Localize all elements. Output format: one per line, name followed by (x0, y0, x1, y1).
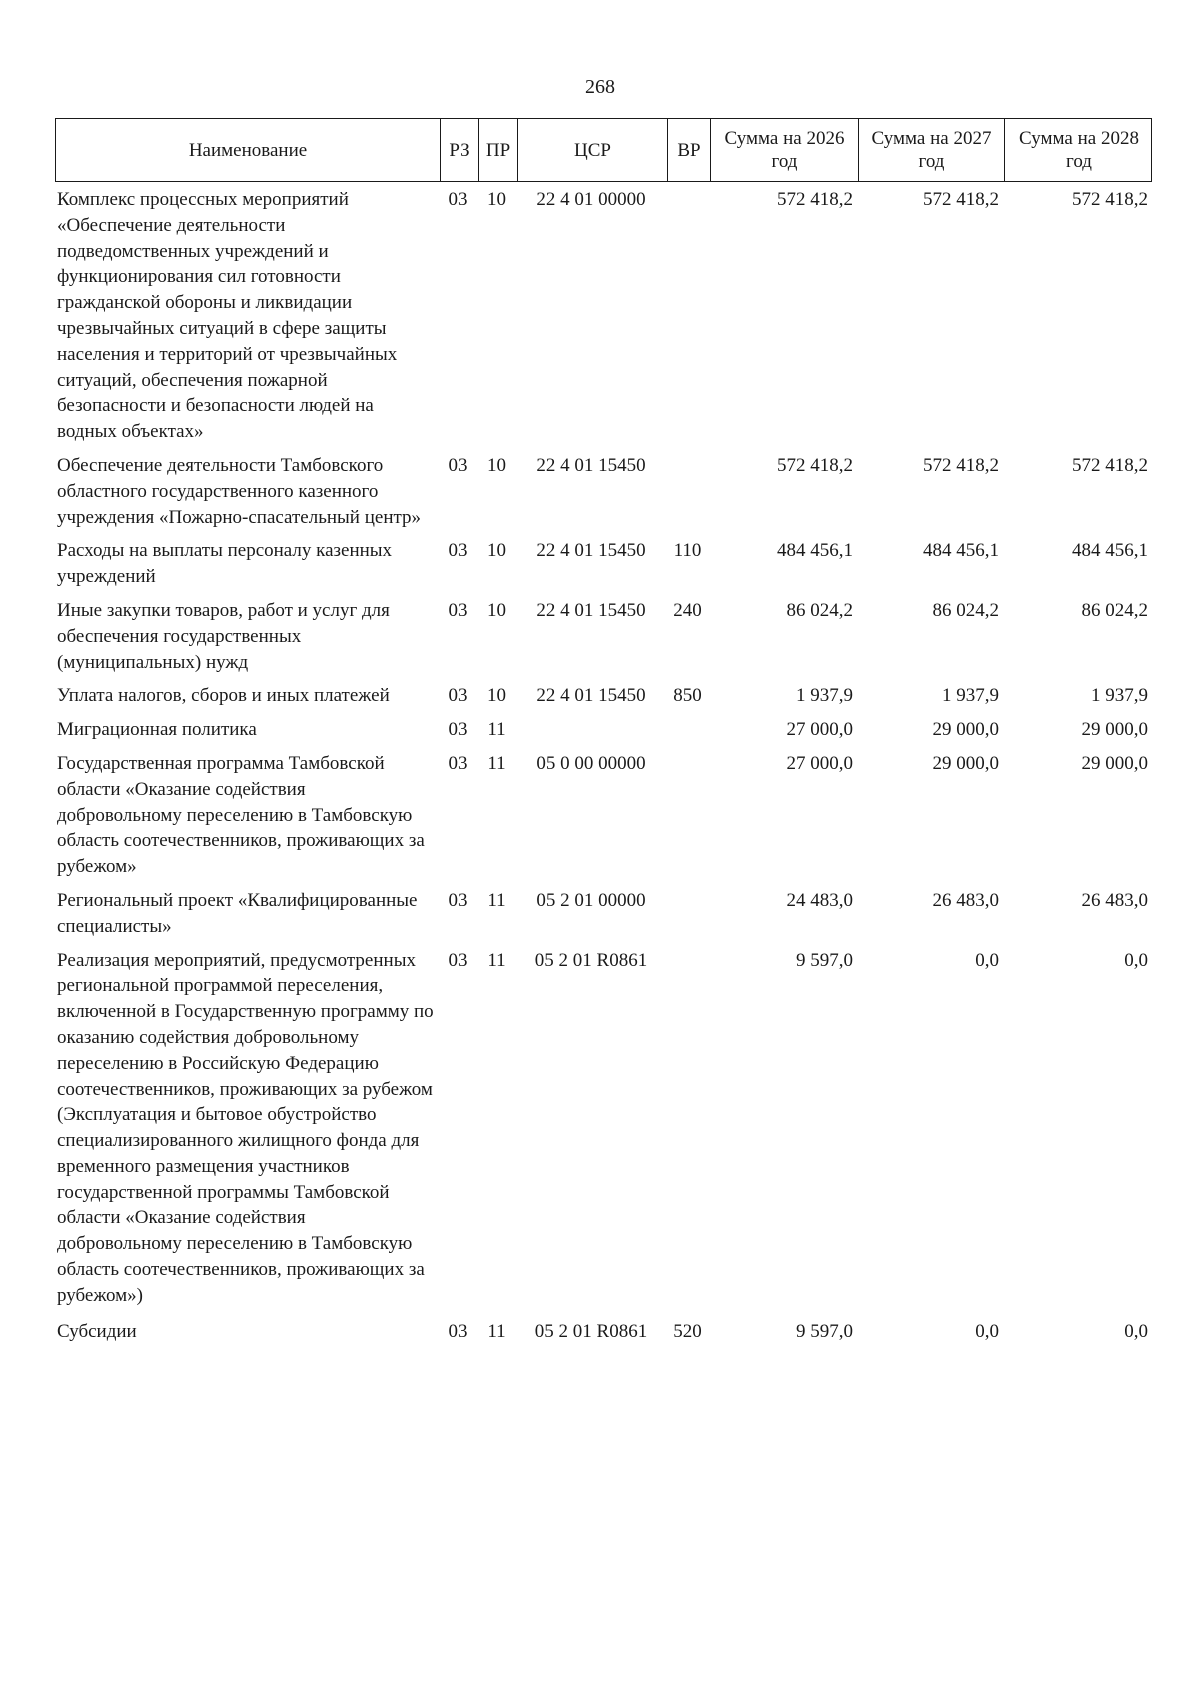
header-csr: ЦСР (517, 119, 667, 181)
row-vr: 110 (673, 540, 702, 562)
row-sum-2028: 1 937,9 (1091, 685, 1148, 707)
row-sum-2027: 29 000,0 (932, 752, 999, 774)
row-sum-2027: 26 483,0 (932, 889, 999, 911)
row-name: Уплата налогов, сборов и иных платежей (57, 685, 390, 707)
row-rz: 03 (448, 752, 468, 774)
row-pr: 11 (487, 719, 506, 741)
row-pr: 10 (487, 685, 506, 707)
row-rz: 03 (448, 599, 468, 621)
row-rz: 03 (448, 685, 468, 707)
header-rz: РЗ (440, 119, 478, 181)
row-name: Комплекс процессных мероприятий «Обеспечение деятельности подведомственных учреждений и функционирования сил готовности гражданской обороны и ликвидации чрезвычайных ситуаций в сфере защиты населения и территорий от чрезвычайных ситуаций, обеспечения пожарной безопасности и безопасности людей на водных объектах» (57, 189, 398, 443)
table-row (55, 185, 1152, 445)
row-name: Обеспечение деятельности Тамбовского областного государственного казенного учреждения «Пожарно-спасательный центр» (57, 454, 422, 528)
row-csr: 22 4 01 15450 (536, 540, 646, 562)
row-sum-2028: 0,0 (1124, 1320, 1148, 1342)
row-vr: 240 (673, 599, 702, 621)
row-csr: 05 2 01 R0861 (534, 949, 648, 971)
table-row (55, 749, 1152, 880)
row-sum-2026: 27 000,0 (786, 752, 853, 774)
row-sum-2026: 27 000,0 (786, 719, 853, 741)
row-csr: 22 4 01 15450 (536, 685, 646, 707)
row-sum-2027: 0,0 (975, 1320, 999, 1342)
row-sum-2027: 572 418,2 (923, 189, 999, 210)
row-sum-2026: 9 597,0 (796, 1320, 853, 1342)
row-sum-2028: 572 418,2 (1072, 189, 1148, 210)
row-rz: 03 (448, 454, 468, 476)
row-vr (666, 749, 709, 880)
header-name: Наименование (188, 139, 308, 161)
row-pr: 10 (487, 189, 506, 210)
row-vr: 850 (673, 685, 702, 707)
row-sum-2026: 9 597,0 (796, 949, 853, 971)
table-row (55, 946, 1152, 1309)
row-pr: 11 (487, 1320, 506, 1342)
row-csr: 05 2 01 R0861 (534, 1320, 648, 1342)
table-row (55, 886, 1152, 940)
row-vr (666, 451, 709, 530)
row-sum-2028: 29 000,0 (1081, 752, 1148, 774)
row-name: Региональный проект «Квалифицированные специалисты» (57, 889, 418, 937)
row-csr: 05 2 01 00000 (536, 889, 646, 911)
row-vr (666, 886, 709, 940)
row-sum-2027: 484 456,1 (923, 540, 999, 562)
row-sum-2026: 484 456,1 (777, 540, 853, 562)
row-csr: 22 4 01 15450 (536, 454, 646, 476)
table-header (55, 118, 1152, 182)
row-vr (666, 185, 709, 445)
row-sum-2028: 86 024,2 (1081, 599, 1148, 621)
row-sum-2027: 86 024,2 (932, 599, 999, 621)
row-sum-2027: 1 937,9 (942, 685, 999, 707)
row-rz: 03 (448, 949, 468, 971)
header-vr: ВР (667, 119, 710, 181)
row-sum-2028: 484 456,1 (1072, 540, 1148, 562)
row-sum-2026: 572 418,2 (777, 189, 853, 210)
row-sum-2027: 572 418,2 (923, 454, 999, 476)
table-row (55, 451, 1152, 530)
table-row (55, 681, 1152, 709)
row-pr: 11 (487, 889, 506, 911)
row-name: Миграционная политика (57, 719, 257, 741)
row-sum-2028: 26 483,0 (1081, 889, 1148, 911)
table-body (55, 185, 1152, 1344)
row-rz: 03 (448, 1320, 468, 1342)
row-sum-2028: 0,0 (1124, 949, 1148, 971)
row-sum-2026: 86 024,2 (786, 599, 853, 621)
header-sum-2028: Сумма на 2028 год (1004, 119, 1153, 181)
row-sum-2028: 572 418,2 (1072, 454, 1148, 476)
row-sum-2026: 572 418,2 (777, 454, 853, 476)
row-rz: 03 (448, 189, 468, 210)
row-name: Субсидии (57, 1320, 137, 1342)
row-pr: 11 (487, 949, 506, 971)
row-csr: 05 0 00 00000 (536, 752, 646, 774)
row-sum-2027: 29 000,0 (932, 719, 999, 741)
row-sum-2026: 1 937,9 (796, 685, 853, 707)
row-pr: 10 (487, 454, 506, 476)
row-name: Государственная программа Тамбовской области «Оказание содействия добровольному переселению в Тамбовскую область соотечественников, проживающих за рубежом» (57, 752, 425, 878)
row-sum-2028: 29 000,0 (1081, 719, 1148, 741)
row-name: Расходы на выплаты персоналу казенных учреждений (57, 540, 393, 588)
row-rz: 03 (448, 540, 468, 562)
row-sum-2027: 0,0 (975, 949, 999, 971)
table-row (55, 1317, 1152, 1345)
row-sum-2026: 24 483,0 (786, 889, 853, 911)
row-pr: 11 (487, 752, 506, 774)
row-csr: 22 4 01 00000 (536, 189, 646, 210)
row-name: Реализация мероприятий, предусмотренных региональной программой переселения, включенной в Государственную программу по оказанию содействия добровольному переселению в Российскую Федерацию соотечественников, проживающих за рубежом (Эксплуатация и бытовое обустройство специализированного жилищного фонда для временного размещения участников государственной программы Тамбовской области «Оказание содействия добровольному переселению в Тамбовскую область соотечественников, проживающих за рубежом») (57, 949, 434, 1306)
row-rz: 03 (448, 889, 468, 911)
row-rz: 03 (448, 719, 468, 741)
row-vr (666, 946, 709, 1309)
header-pr: ПР (478, 119, 517, 181)
row-csr (516, 715, 666, 743)
budget-table (55, 118, 1152, 1344)
row-vr: 520 (673, 1320, 702, 1342)
row-vr (666, 715, 709, 743)
header-sum-2027: Сумма на 2027 год (858, 119, 1004, 181)
row-name: Иные закупки товаров, работ и услуг для обеспечения государственных (муниципальных) нужд (57, 599, 390, 673)
row-pr: 10 (487, 599, 506, 621)
table-row (55, 596, 1152, 675)
row-csr: 22 4 01 15450 (536, 599, 646, 621)
table-row (55, 536, 1152, 590)
header-sum-2026: Сумма на 2026 год (710, 119, 858, 181)
row-pr: 10 (487, 540, 506, 562)
table-row (55, 715, 1152, 743)
page-number: 268 (585, 76, 615, 98)
